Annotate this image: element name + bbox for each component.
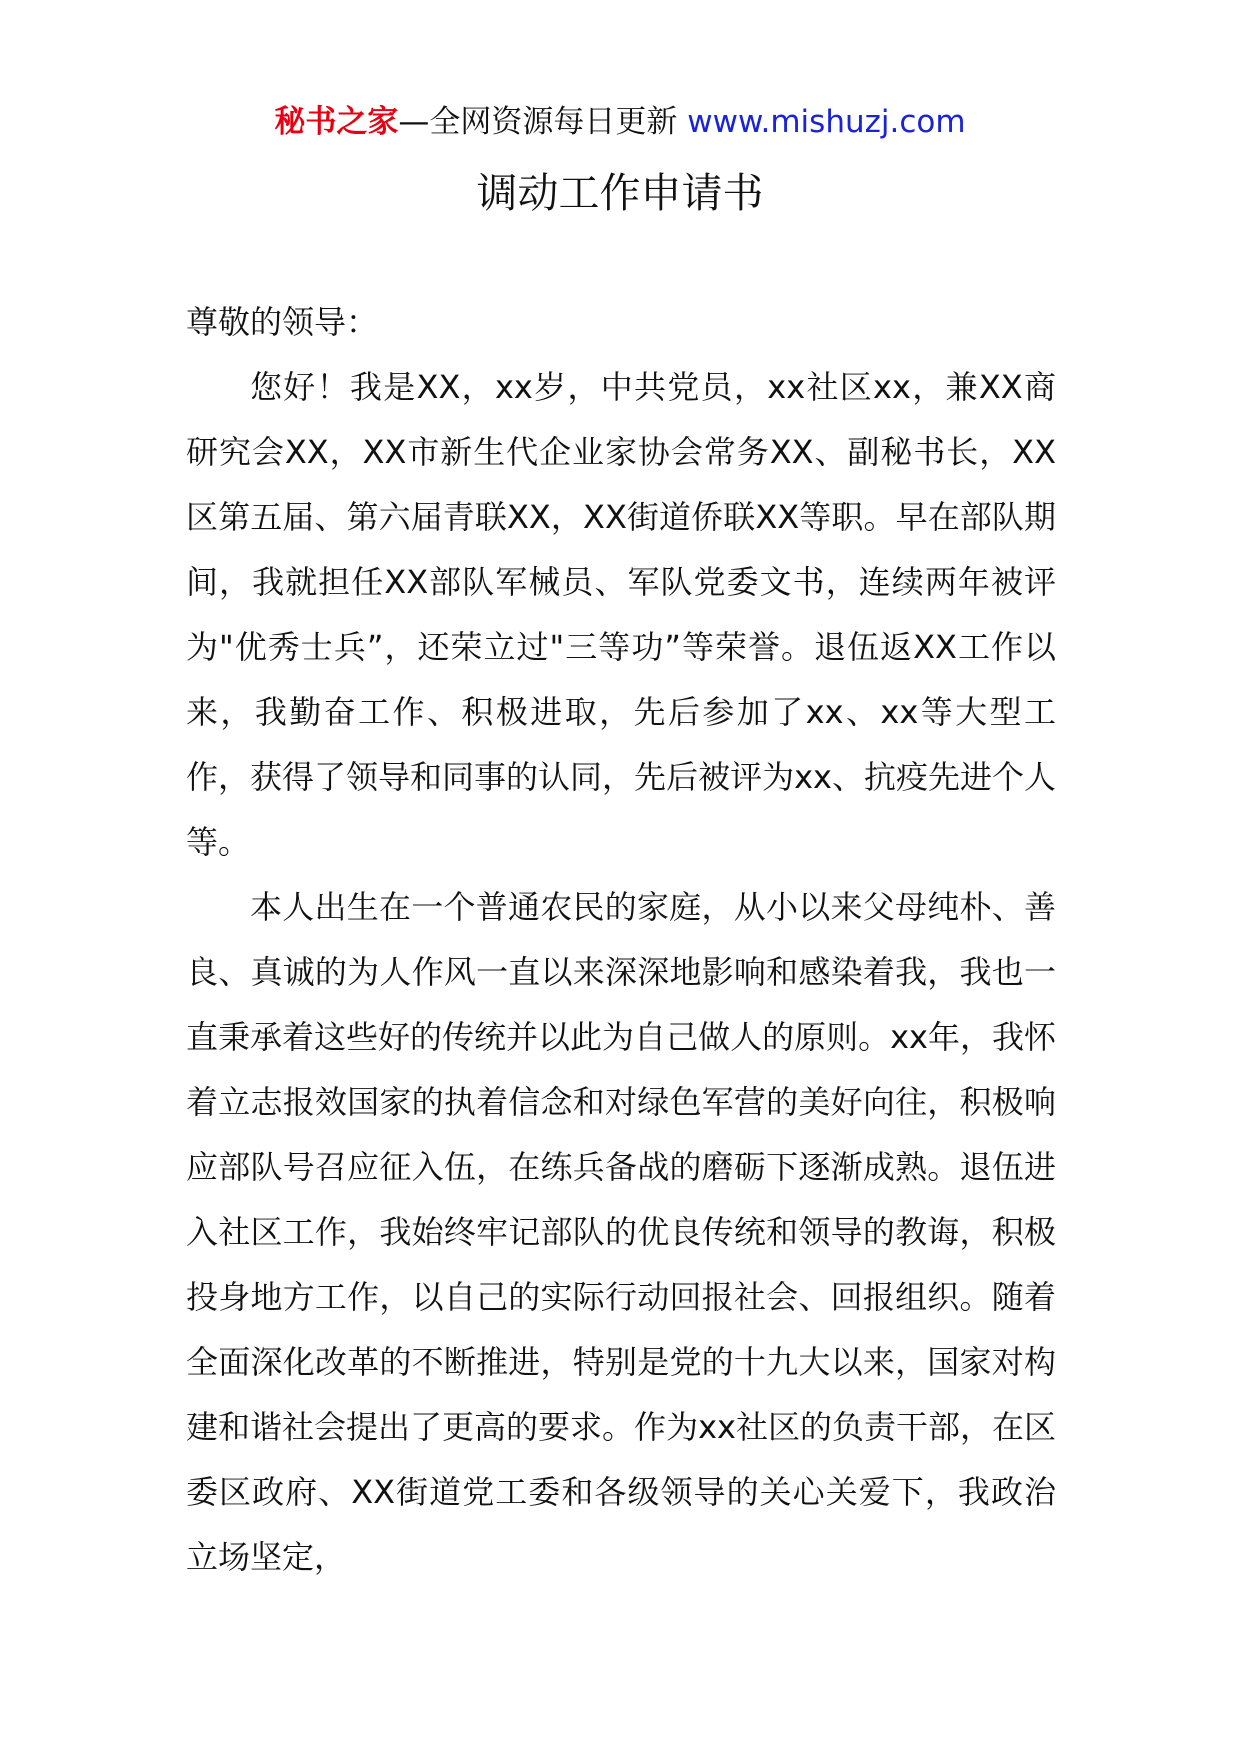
document-body xyxy=(186,290,1056,1590)
brand-name: 秘书之家 xyxy=(274,104,399,140)
site-tagline: —全网资源每日更新 xyxy=(398,104,688,140)
salutation: 尊敬的领导： xyxy=(186,303,379,341)
body-paragraph: 本人出生在一个普通农民的家庭，从小以来父母纯朴、善良、真诚的为人作风一直以来深深地影响和感染着我，我也一直秉承着这些好的传统并以此为自己做人的原则。xx年，我怀着立志报效国家的执着信念和对绿色军营的美好向往，积极响应部队号召应征入伍，在练兵备战的磨砺下逐渐成熟。退伍进入社区工作，我始终牢记部队的优良传统和领导的教诲，积极投身地方工作，以自己的实际行动回报社会、回报组织。随着全面深化改革的不断推进，特别是党的十九大以来，国家对构建和谐社会提出了更高的要求。作为xx社区的负责干部，在区委区政府、XX街道党工委和各级领导的关心关爱下，我政治立场坚定， xyxy=(186,888,1056,1576)
document-title: 调动工作申请书 xyxy=(476,169,764,217)
site-header xyxy=(0,100,1240,144)
body-paragraph: 您好！我是XX，xx岁，中共党员，xx社区xx，兼XX商研究会XX，XX市新生代企业家协会常务XX、副秘书长，XX区第五届、第六届青联XX，XX街道侨联XX等职。早在部队期间，我就担任XX部队军械员、军队党委文书，连续两年被评为"优秀士兵”，还荣立过"三等功”等荣誉。退伍返XX工作以来，我勤奋工作、积极进取，先后参加了xx、xx等大型工作，获得了领导和同事的认同，先后被评为xx、抗疫先进个人等。 xyxy=(186,368,1056,861)
site-url-link[interactable]: www.mishuzj.com xyxy=(687,104,966,140)
